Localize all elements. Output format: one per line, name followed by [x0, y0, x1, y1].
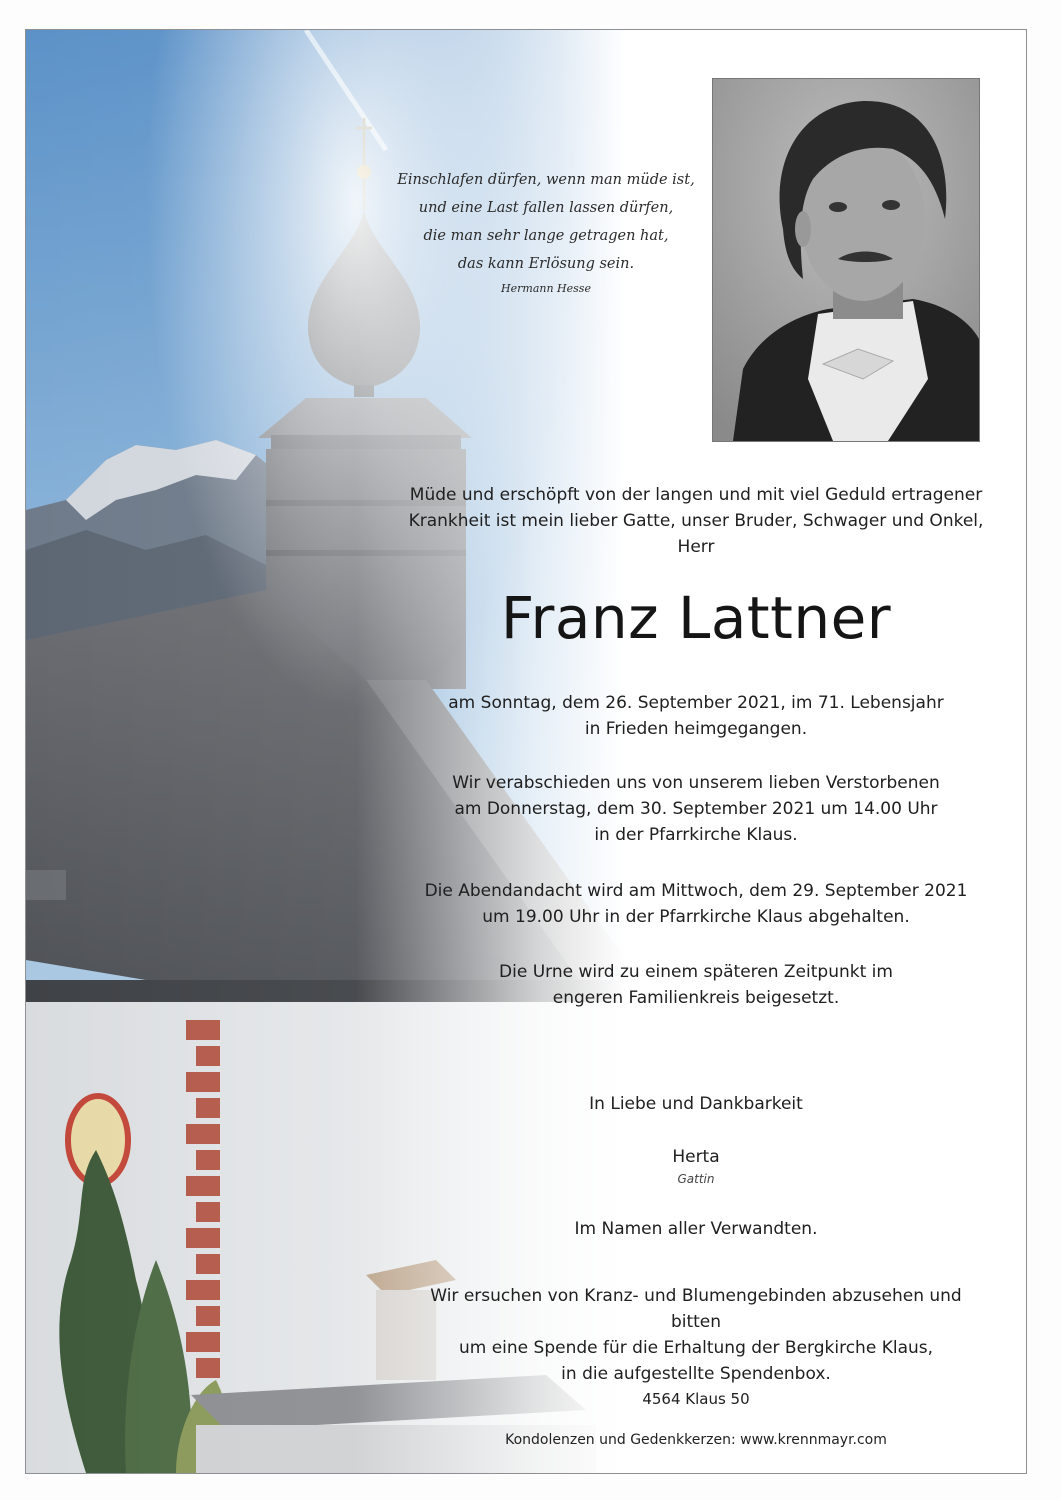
vigil-line: Die Abendandacht wird am Mittwoch, dem 29. September 2021 [424, 881, 968, 901]
quote-line: Einschlafen dürfen, wenn man müde ist, [397, 172, 695, 188]
intro-line: Müde und erschöpft von der langen und mit viel Geduld ertragener [409, 485, 983, 505]
passing-line: am Sonntag, dem 26. September 2021, im 71. Lebensjahr [448, 693, 944, 713]
condolences-footer: Kondolenzen und Gedenkkerzen: www.krennmayr.com [505, 1432, 887, 1448]
quote-line: das kann Erlösung sein. [457, 256, 635, 272]
urn-line: engeren Familienkreis beigesetzt. [552, 988, 840, 1008]
quote-line: und eine Last fallen lassen dürfen, [418, 200, 674, 216]
donation-text [406, 1283, 986, 1387]
deceased-name: Franz Lattner [500, 584, 892, 652]
urn-text [406, 959, 986, 1011]
mourner-relation: Gattin [677, 1172, 715, 1186]
intro-text [406, 482, 986, 560]
passing-line: in Frieden heimgegangen. [584, 719, 808, 739]
address: 4564 Klaus 50 [642, 1390, 750, 1408]
intro-line: Herr [677, 537, 715, 557]
donation-line: in die aufgestellte Spendenbox. [561, 1364, 831, 1384]
memorial-quote [386, 166, 706, 298]
farewell-line: Wir verabschieden uns von unserem lieben Verstorbenen [452, 773, 940, 793]
relatives-text: Im Namen aller Verwandten. [574, 1219, 818, 1239]
vigil-line: um 19.00 Uhr in der Pfarrkirche Klaus abgehalten. [482, 907, 910, 927]
intro-line: Krankheit ist mein lieber Gatte, unser Bruder, Schwager und Onkel, [408, 511, 984, 531]
farewell-line: am Donnerstag, dem 30. September 2021 um 14.00 Uhr [454, 799, 938, 819]
farewell-line: in der Pfarrkirche Klaus. [594, 825, 798, 845]
portrait-photo [712, 78, 980, 442]
quote-author: Hermann Hesse [501, 282, 591, 295]
urn-line: Die Urne wird zu einem späteren Zeitpunkt im [499, 962, 893, 982]
quote-line: die man sehr lange getragen hat, [423, 228, 669, 244]
mourner [406, 1144, 986, 1188]
donation-line: Wir ersuchen von Kranz- und Blumengebinden abzusehen und bitten [430, 1286, 962, 1332]
vigil-text [406, 878, 986, 930]
passing-text [406, 690, 986, 742]
mourner-name: Herta [672, 1147, 720, 1167]
obituary-card [25, 29, 1027, 1474]
donation-line: um eine Spende für die Erhaltung der Bergkirche Klaus, [458, 1338, 934, 1358]
farewell-text [406, 770, 986, 848]
closing-text: In Liebe und Dankbarkeit [589, 1094, 803, 1114]
